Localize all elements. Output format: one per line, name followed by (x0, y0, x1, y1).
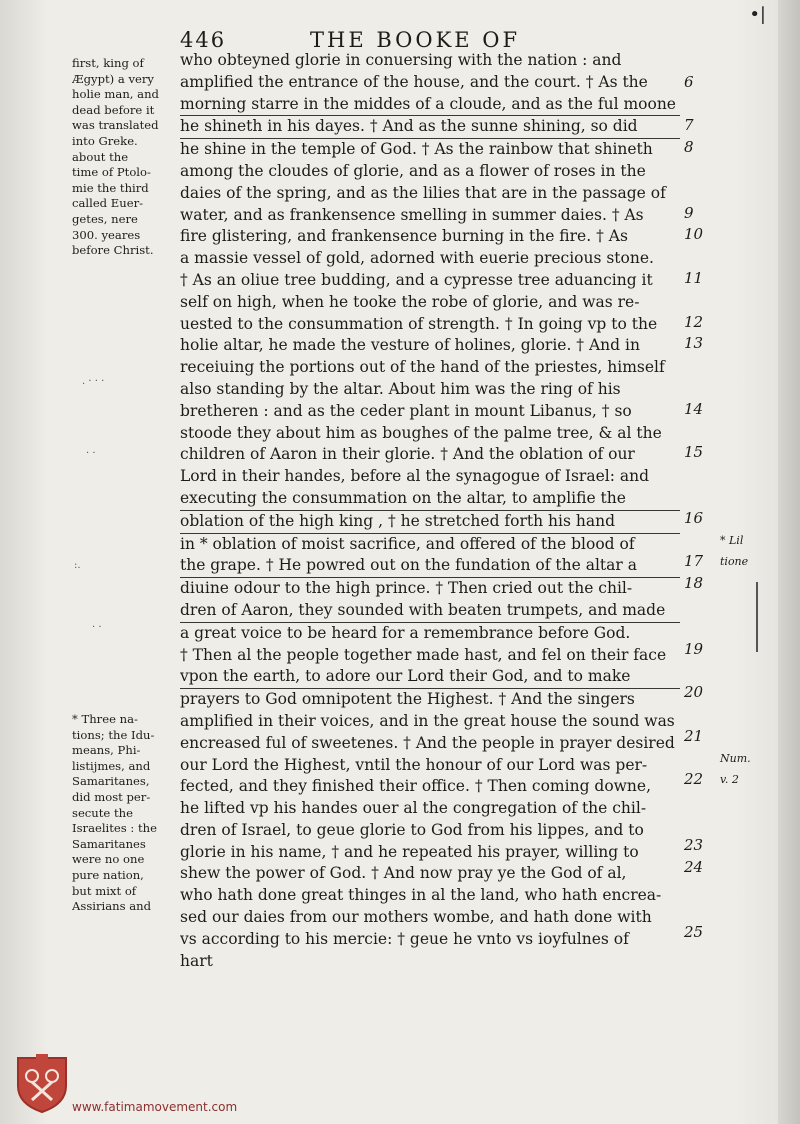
verse-number: 23 (684, 835, 704, 854)
verse-number: 6 (684, 72, 694, 91)
page-edge (778, 0, 800, 1124)
text-line: vs according to his mercie: † geue he vnto vs ioyfulnes of (180, 929, 629, 948)
verse-number: 13 (684, 334, 704, 353)
margin-note-three-nations (72, 712, 178, 915)
margin-note-line: mie the third (72, 180, 149, 195)
margin-note-line: Samaritanes (72, 836, 146, 851)
text-line: he lifted vp his handes ouer al the congregation of the chil- (180, 799, 647, 818)
text-line: † Then al the people together made hast, and fel on their face (180, 645, 667, 664)
body-text (180, 50, 680, 972)
margin-note-line: means, Phi- (72, 743, 141, 758)
text-line: the grape. † He powred out on the fundation of the altar a (180, 555, 680, 578)
verse-number: 7 (684, 116, 694, 135)
footer (10, 1050, 340, 1120)
verse-number: 22 (684, 770, 704, 789)
verse-number: 15 (684, 443, 704, 462)
margin-note-line: Ægypt) a very (72, 71, 154, 86)
coat-of-arms-logo (14, 1052, 70, 1114)
margin-note-line: first, king of (72, 56, 144, 70)
text-line: our Lord the Highest, vntil the honour of our Lord was per- (180, 755, 648, 774)
text-line: hart (180, 951, 213, 970)
verse-number: 25 (684, 923, 704, 941)
text-line: a massie vessel of gold, adorned with euerie precious stone. (180, 249, 654, 268)
text-line: holie altar, he made the vesture of holines, glorie. † And in (180, 336, 640, 355)
text-line: morning starre in the middes of a cloude, and as the ful moone (180, 94, 680, 117)
text-line: he shineth in his dayes. † And as the sunne shining, so did (180, 116, 680, 139)
verse-number: 20 (684, 683, 704, 702)
text-line: Lord in their handes, before al the synagogue of Israel: and (180, 467, 649, 486)
stray-mark: · · (86, 448, 96, 459)
verse-number: 11 (684, 269, 704, 287)
verse-number: 8 (684, 138, 694, 157)
verse-number: 9 (684, 203, 694, 222)
text-line: fire glistering, and frankensence burning in the fire. † As (180, 227, 628, 246)
margin-note-line: Israelites : the (72, 821, 157, 836)
text-line: vpon the earth, to adore our Lord their God, and to make (180, 666, 680, 689)
verse-number: 18 (684, 574, 704, 593)
text-line: a great voice to be heard for a remembrance before God. (180, 623, 631, 642)
margin-note-line: were no one (72, 852, 145, 867)
verse-number: 12 (684, 312, 704, 331)
running-title: THE BOOKE OF (310, 28, 521, 52)
text-line: children of Aaron in their glorie. † And the oblation of our (180, 445, 635, 464)
margin-note-line: was translated (72, 118, 159, 133)
text-line: who obteyned glorie in conuersing with the nation : and (180, 51, 622, 69)
margin-note-line: before Christ. (72, 243, 154, 258)
text-line: who hath done great thinges in al the land, who hath encrea- (180, 886, 662, 905)
stray-mark: . · · · (82, 376, 105, 387)
margin-reference: * Lil (720, 533, 744, 547)
text-line: sed our daies from our mothers wombe, and hath done with (180, 908, 652, 927)
margin-note-line: about the (72, 149, 129, 164)
margin-note-line: 300. yeares (72, 227, 141, 242)
margin-note-line: but mixt of (72, 883, 137, 898)
verse-number: 24 (684, 857, 704, 876)
text-line: dren of Aaron, they sounded with beaten trumpets, and made (180, 600, 680, 623)
margin-note-line: into Greke. (72, 133, 138, 148)
text-line: oblation of the high king , † he stretched forth his hand (180, 511, 680, 534)
text-line: he shine in the temple of God. † As the rainbow that shineth (180, 140, 653, 159)
text-line: glorie in his name, † and he repeated his prayer, willing to (180, 842, 639, 861)
margin-note-line: tions; the Idu- (72, 727, 155, 742)
margin-reference: tione (720, 555, 749, 569)
edge-mark (756, 582, 758, 652)
text-line: also standing by the altar. About him was the ring of his (180, 379, 621, 398)
margin-reference: Num. (720, 751, 751, 765)
text-line: water, and as frankensence smelling in summer daies. † As (180, 205, 644, 224)
text-line: fected, and they finished their office. † Then coming downe, (180, 777, 652, 796)
margin-note-line: listijmes, and (72, 758, 151, 773)
stray-mark: · · (92, 622, 102, 633)
text-line: amplified in their voices, and in the great house the sound was (180, 711, 675, 730)
verse-number: 19 (684, 639, 704, 658)
text-line: diuine odour to the high prince. † Then cried out the chil- (180, 579, 633, 598)
margin-note-line: dead before it (72, 102, 155, 117)
margin-note-ecclesiasticus (72, 56, 178, 259)
verse-number: 16 (684, 508, 704, 527)
margin-note-line: called Euer- (72, 196, 144, 211)
text-line: daies of the spring, and as the lilies that are in the passage of (180, 183, 666, 202)
verse-number: 10 (684, 225, 704, 244)
text-line: † As an oliue tree budding, and a cypresse tree aduancing it (180, 270, 653, 289)
margin-note-line: did most per- (72, 789, 151, 804)
text-line: among the cloudes of glorie, and as a flower of roses in the (180, 161, 646, 180)
margin-note-line: time of Ptolo- (72, 165, 151, 180)
margin-note-line: holie man, and (72, 87, 159, 102)
margin-note-line: Assirians and (72, 899, 152, 914)
text-line: stoode they about him as boughes of the palme tree, & al the (180, 423, 662, 442)
text-line: amplified the entrance of the house, and the court. † As the (180, 72, 648, 91)
text-line: uested to the consummation of strength. † In going vp to the (180, 314, 658, 333)
verse-number: 21 (684, 726, 704, 745)
margin-note-line: getes, nere (72, 211, 138, 226)
text-line: encreased ful of sweetenes. † And the people in prayer desired (180, 733, 675, 752)
stray-mark: :. (74, 560, 81, 571)
text-line: executing the consummation on the altar, to amplifie the (180, 488, 680, 511)
text-line: in * oblation of moist sacrifice, and offered of the blood of (180, 534, 635, 553)
watermark-url[interactable]: www.fatimamovement.com (72, 1100, 238, 1114)
margin-note-line: secute the (72, 805, 133, 820)
margin-note-line: pure nation, (72, 867, 144, 882)
text-line: self on high, when he tooke the robe of glorie, and was re- (180, 292, 640, 311)
text-line: receiuing the portions out of the hand of the priestes, himself (180, 358, 665, 377)
page-number: 446 (180, 28, 227, 52)
text-line: dren of Israel, to geue glorie to God from his lippes, and to (180, 820, 644, 839)
text-line: shew the power of God. † And now pray ye the God of al, (180, 864, 627, 883)
margin-note-line: * Three na- (72, 712, 138, 726)
margin-reference: v. 2 (720, 773, 739, 787)
margin-note-line: Samaritanes, (72, 774, 150, 789)
text-line: bretheren : and as the ceder plant in mount Libanus, † so (180, 401, 632, 420)
verse-number: 14 (684, 399, 704, 418)
text-line: prayers to God omnipotent the Highest. † And the singers (180, 690, 635, 709)
corner-mark: •| (749, 4, 766, 25)
verse-number: 17 (684, 552, 704, 571)
